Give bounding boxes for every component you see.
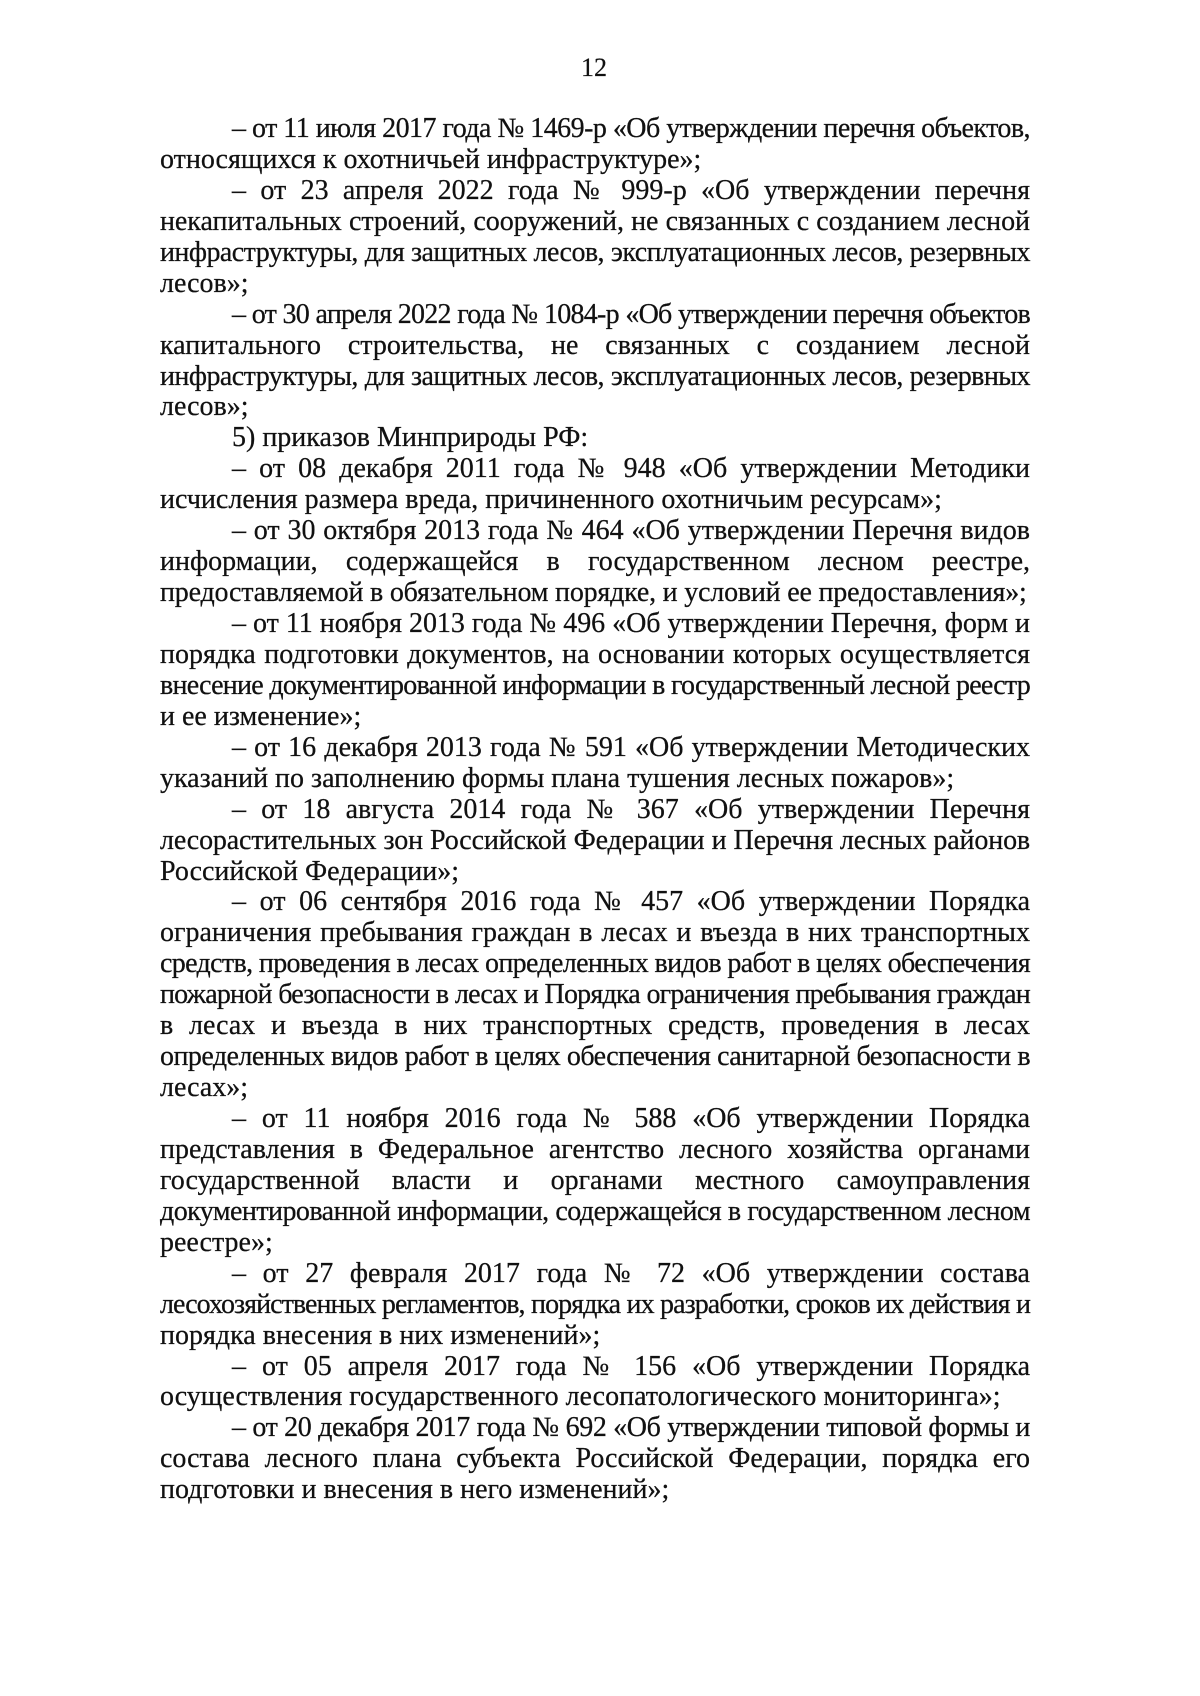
text-line: лесов»;	[160, 391, 249, 423]
text-line: лесах»;	[160, 1072, 249, 1104]
text-line: осуществления государственного лесопатологического мониторинга»;	[160, 1381, 1001, 1413]
text-line: ограничения пребывания граждан в лесах и въезда в них транспортных	[160, 917, 1030, 949]
text-line: Российской Федерации»;	[160, 855, 460, 887]
text-line: 5) приказов Минприроды РФ:	[232, 422, 589, 454]
text-line: состава лесного плана субъекта Российской Федерации, порядка его	[160, 1443, 1030, 1475]
text-line: некапитальных строений, сооружений, не связанных с созданием лесной	[160, 205, 1030, 237]
text-line: лесорастительных зон Российской Федерации и Перечня лесных районов	[160, 824, 1030, 856]
text-line: лесов»;	[160, 267, 249, 299]
text-line: исчисления размера вреда, причиненного охотничьим ресурсам»;	[160, 484, 942, 516]
text-line: – от 18 августа 2014 года № 367 «Об утверждении Перечня	[232, 793, 1030, 825]
text-line: подготовки и внесения в него изменений»;	[160, 1474, 670, 1506]
document-body	[160, 114, 1030, 1506]
text-line: – от 16 декабря 2013 года № 591 «Об утверждении Методических	[232, 731, 1030, 763]
text-line: – от 11 ноября 2016 года № 588 «Об утверждении Порядка	[232, 1103, 1030, 1134]
text-line: лесохозяйственных регламентов, порядка их разработки, сроков их действия и	[160, 1288, 1030, 1320]
text-line: инфраструктуры, для защитных лесов, эксплуатационных лесов, резервных	[160, 360, 1030, 392]
text-line: определенных видов работ в целях обеспечения санитарной безопасности в	[160, 1041, 1030, 1073]
text-line: – от 11 июля 2017 года № 1469-р «Об утверждении перечня объектов,	[232, 113, 1030, 144]
text-line: внесение документированной информации в государственный лесной реестр	[160, 669, 1030, 701]
list-item	[160, 733, 1030, 795]
text-line: государственной власти и органами местного самоуправления	[160, 1164, 1030, 1196]
text-line: – от 30 октября 2013 года № 464 «Об утверждении Перечня видов	[232, 515, 1030, 547]
text-line: – от 20 декабря 2017 года № 692 «Об утверждении типовой формы и	[232, 1412, 1030, 1444]
text-line: капитального строительства, не связанных с созданием лесной	[160, 329, 1030, 361]
text-line: реестре»;	[160, 1226, 273, 1258]
list-item	[160, 176, 1030, 300]
list-item	[160, 516, 1030, 609]
list-item	[160, 609, 1030, 733]
list-item	[160, 1352, 1030, 1414]
section-heading	[160, 423, 1030, 454]
text-line: – от 27 февраля 2017 года № 72 «Об утверждении состава	[232, 1257, 1030, 1289]
text-line: и ее изменение»;	[160, 700, 362, 732]
text-line: – от 23 апреля 2022 года № 999-р «Об утверждении перечня	[232, 174, 1030, 206]
text-line: документированной информации, содержащейся в государственном лесном	[160, 1195, 1030, 1227]
text-line: порядка внесения в них изменений»;	[160, 1319, 601, 1351]
text-line: предоставляемой в обязательном порядке, и условий ее предоставления»;	[160, 577, 1027, 609]
list-item	[160, 1259, 1030, 1352]
list-item	[160, 1104, 1030, 1259]
list-item	[160, 795, 1030, 888]
text-line: – от 08 декабря 2011 года № 948 «Об утверждении Методики	[232, 453, 1030, 485]
text-line: пожарной безопасности в лесах и Порядка ограничения пребывания граждан	[160, 979, 1030, 1011]
text-line: порядка подготовки документов, на основании которых осуществляется	[160, 638, 1030, 670]
text-line: – от 11 ноября 2013 года № 496 «Об утверждении Перечня, форм и	[232, 608, 1030, 639]
list-item	[160, 114, 1030, 176]
text-line: относящихся к охотничьей инфраструктуре»;	[160, 143, 702, 175]
list-item	[160, 300, 1030, 424]
list-item	[160, 1413, 1030, 1506]
text-line: – от 06 сентября 2016 года № 457 «Об утверждении Порядка	[232, 886, 1030, 918]
text-line: представления в Федеральное агентство лесного хозяйства органами	[160, 1133, 1030, 1165]
text-line: – от 05 апреля 2017 года № 156 «Об утверждении Порядка	[232, 1350, 1030, 1382]
page-number: 12	[581, 53, 607, 82]
list-item	[160, 887, 1030, 1104]
text-line: информации, содержащейся в государственном лесном реестре,	[160, 546, 1030, 578]
list-item	[160, 454, 1030, 516]
text-line: указаний по заполнению формы плана тушения лесных пожаров»;	[160, 762, 955, 794]
text-line: – от 30 апреля 2022 года № 1084-р «Об утверждении перечня объектов	[232, 298, 1030, 330]
text-line: средств, проведения в лесах определенных видов работ в целях обеспечения	[160, 948, 1030, 980]
text-line: инфраструктуры, для защитных лесов, эксплуатационных лесов, резервных	[160, 236, 1030, 268]
text-line: в лесах и въезда в них транспортных средств, проведения в лесах	[160, 1010, 1030, 1042]
